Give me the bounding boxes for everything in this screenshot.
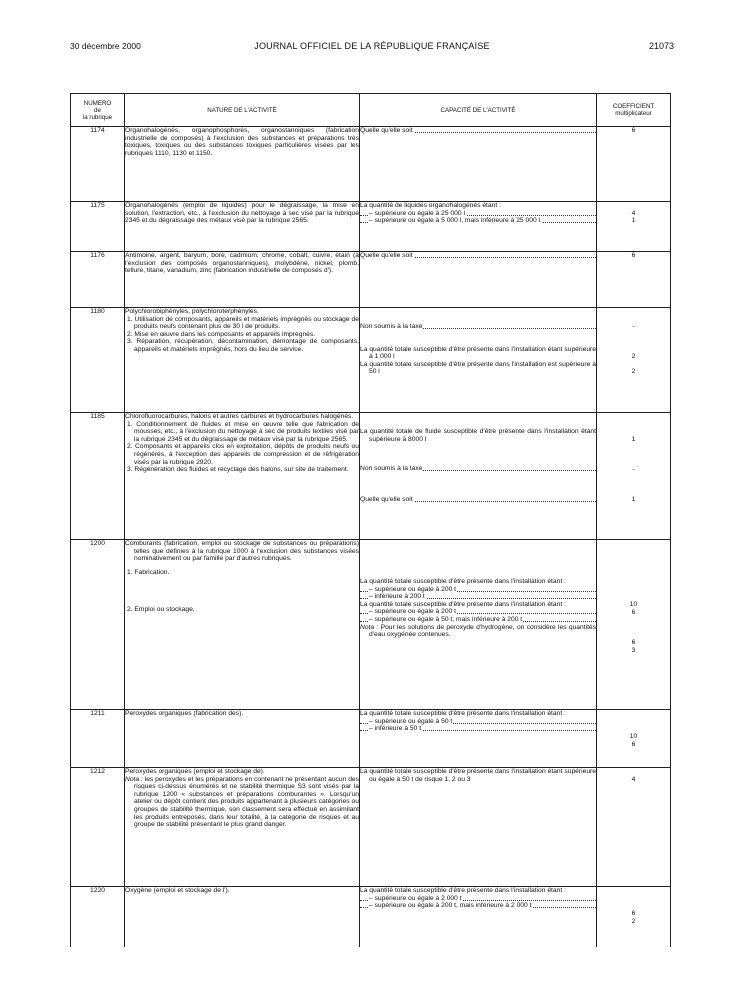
journal-title: JOURNAL OFFICIEL DE LA RÉPUBLIQUE FRANÇAISE [254,41,490,51]
table-row [71,540,671,710]
column-header-nature: NATURE DE L'ACTIVITÉ [125,94,360,127]
activity-nature: Polychlorobiphényles, polychloroterphényles. 1. Utilisation de composants, appareils et matériels imprégnés ou stockage de produits neufs contenant plus de 30 l de produits. 2. Mise en œuvre dans les composants et appareils imprégnés. 3. Réparation, récupération, décontamination, démontage de composants, appareils et matériels imprégnés, hors du lieu de service. [125,308,360,413]
activity-capacity: La quantité totale susceptible d'être présente dans l'installation étant : – supérieure ou égale à 2 000 t – supérieure ou égale à 200 t, mais inférieure à 2 000 t [360,887,597,947]
rubrique-number: 1174 [71,127,125,202]
activity-capacity: La quantité de liquides organohalogénés étant : – supérieure ou égale à 25 000 l – supérieure ou égale à 5 000 l, mais inférieure à 25 000 l. [360,202,597,252]
coefficient: 4 1 [597,202,671,252]
activity-nature: Oxygène (emploi et stockage de l'). [125,887,360,947]
table-row [71,127,671,202]
table-row [71,710,671,768]
column-header-coefficient: COEFFICIENT multiplicateur [597,94,671,127]
rubrique-number: 1200 [71,540,125,710]
table-row [71,202,671,252]
rubrique-number: 1211 [71,710,125,768]
activity-nature: Organohalogénés (emploi de liquides) pour le dégraissage, la mise en solution, l'extraction, etc., à l'exclusion du nettoyage à sec visé par la rubrique 2345 et du dégraissage des métaux visé par la rubrique 2565. [125,202,360,252]
page-header [70,41,674,55]
coefficient: 10 6 6 3 [597,540,671,710]
activity-nature: Antimoine, argent, baryum, bore, cadmium, chrome, cobalt, cuivre, étain (à l'exclusion des composés organostanniques), molybdène, nickel, plomb, tellure, titane, vanadium, zinc (fabrication industrielle de composés d'). [125,252,360,308]
column-header-numero: NUMÉRO de la rubrique [71,94,125,127]
activity-nature: Peroxydes organiques (fabrication des). [125,710,360,768]
coefficient: 6 [597,252,671,308]
table-row [71,768,671,887]
table-header-row [71,94,671,127]
activities-table [70,93,671,947]
publication-date: 30 décembre 2000 [70,41,141,51]
activity-nature: Organohalogénés, organophosphorés, organostanniques (fabrication industrielle de composés) à l'exclusion des substances et préparations très toxiques, toxiques ou des substances toxiques particulières visées par les rubriques 1110, 1130 et 1150. [125,127,360,202]
column-header-capacite: CAPACITÉ DE L'ACTIVITÉ [360,94,597,127]
rubrique-number: 1185 [71,413,125,540]
coefficient: 4 [597,768,671,887]
activity-capacity: La quantité totale susceptible d'être présente dans l'installation étant : – supérieure ou égale à 200 t – inférieure à 200 t La quantité totale susceptible d'être présente dans l'installation étant : – supérieure ou égale à 200 t – supérieure ou égale à 50 t, mais inférieure à 200 t Nota : Pour les solutions de peroxyde d'hydrogène, on considère les quantités d'eau oxygénée contenues. [360,540,597,710]
table-row [71,887,671,947]
rubrique-number: 1220 [71,887,125,947]
coefficient: 6 2 [597,887,671,947]
coefficient: 1 - 1 [597,413,671,540]
rubrique-number: 1180 [71,308,125,413]
activity-capacity: Non soumis à la taxe La quantité totale susceptible d'être présente dans l'installation étant supérieure à 1 000 l La quantité totale susceptible d'être présente dans l'installation est supérieure à 50 l [360,308,597,413]
rubrique-number: 1212 [71,768,125,887]
rubrique-number: 1175 [71,202,125,252]
table-row [71,308,671,413]
page-number: 21073 [648,41,674,51]
activity-capacity: Quelle qu'elle soit [360,252,597,308]
table-row [71,413,671,540]
activity-nature: Chlorofluorocarbures, halons et autres carbures et hydrocarbures halogénés. 1. Conditionnement de fluides et mise en œuvre telle que fabrication de mousses, etc., à l'exclusion du nettoyage à sec de produits textiles visé par la rubrique 2345 et du dégraissage de métaux visé par la rubrique 2565. 2. Composants et appareils clos en exploitation, dépôts de produits neufs ou régénérés, à l'exception des appareils de compression et de réfrigération visés par la rubrique 2920. 3. Régénération des fluides et recyclage des halons, sur site de traitement. [125,413,360,540]
activity-capacity: La quantité totale susceptible d'être présente dans l'installation étant : – supérieure ou égale à 50 t – inférieure à 50 t [360,710,597,768]
table-row [71,252,671,308]
coefficient: - 2 2 [597,308,671,413]
activity-nature: Comburants (fabrication, emploi ou stockage de substances ou préparations) telles que définies à la rubrique 1000 à l'exclusion des substances visées nominativement ou par famille par d'autres rubriques. 1. Fabrication. 2. Emploi ou stockage. [125,540,360,710]
coefficient: 6 [597,127,671,202]
activity-capacity: La quantité totale susceptible d'être présente dans l'installation étant supérieure ou égale à 50 t de risque 1, 2 ou 3 [360,768,597,887]
activity-nature: Peroxydes organiques (emploi et stockage de). Nota : les peroxydes et les préparations en contenant ne présentant aucun des risques ci-dessus énumérés et ne stabilité thermique S3 sont visés par la rubrique 1200 « substances et préparations comburantes ». Lorsqu'un atelier ou dépôt contient des produits appartenant à plusieurs catégories ou groupes de stabilité thermique, son classement sera effectué en assimilant les produits entreposés, dans leur totalité, à la catégorie de risques et au groupe de stabilité présentant le plus grand danger. [125,768,360,887]
coefficient: 10 6 [597,710,671,768]
activity-capacity: La quantité totale de fluide susceptible d'être présente dans l'installation étant supérieure à 8000 l Non soumis à la taxe Quelle qu'elle soit [360,413,597,540]
activity-capacity: Quelle qu'elle soit [360,127,597,202]
rubrique-number: 1176 [71,252,125,308]
